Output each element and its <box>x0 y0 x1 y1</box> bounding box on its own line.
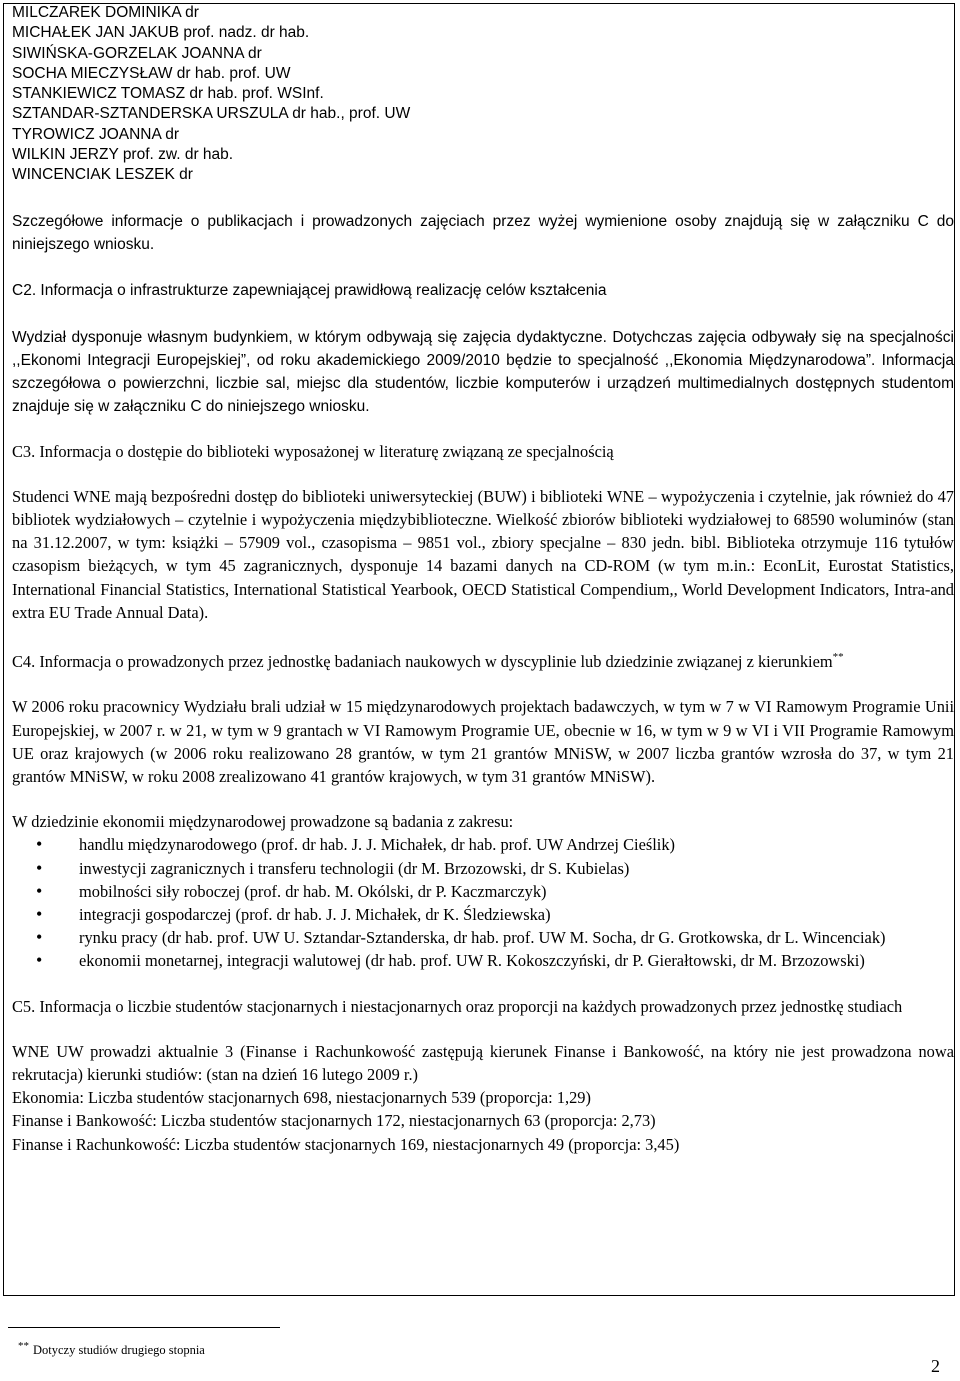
research-item: • integracji gospodarczej (prof. dr hab. J. J. Michałek, dr K. Śledziewska) <box>12 903 954 926</box>
page-frame <box>3 3 955 1296</box>
staff-name: STANKIEWICZ TOMASZ dr hab. prof. WSInf. <box>12 85 324 103</box>
staff-name: MILCZAREK DOMINIKA dr <box>12 4 199 21</box>
staff-name: MICHAŁEK JAN JAKUB prof. nadz. dr hab. <box>12 24 310 42</box>
c2-heading: C2. Informacja o infrastrukturze zapewniającej prawidłową realizację celów kształcenia <box>12 281 607 299</box>
research-item: • ekonomii monetarnej, integracji walutowej (dr hab. prof. UW R. Kokoszczyński, dr P. Gierałtowski, dr M. Brzozowski) <box>12 949 954 972</box>
c2-body: Wydział dysponuje własnym budynkiem, w którym odbywają się zajęcia dydaktyczne. Dotychczas zajęcia odbywały się na specjalności ,,Ekonomi Integracji Europejskiej”, od roku akademickiego 2009/2010 będzie to specjalność ,,Ekonomia Międzynarodowa”. Informacja szczegółowa o powierzchni, liczbie sal, miejsc dla studentów, liczbie komputerów i urządzeń multimedialnych dostępnych studentom znajduje się w załączniku C do niniejszego wniosku. <box>12 328 954 415</box>
c3-heading: C3. Informacja o dostępie do biblioteki wyposażonej w literaturę związaną ze specjalnością <box>12 441 614 461</box>
intro-text: Szczegółowe informacje o publikacjach i prowadzonych zajęciach przez wyżej wymienione osoby znajdują się w załączniku C do niniejszego wniosku. <box>12 212 954 253</box>
c4-body: W 2006 roku pracownicy Wydziału brali udział w 15 międzynarodowych projektach badawczych, w tym w 7 w VI Ramowym Programie Unii Europejskiej, w 2007 r. w 21, w tym w 9 grantach w VI Ramowym Programie UE, obecnie w 16, w tym w 9 w VI i VII Programie Ramowym UE oraz krajowych (w 2006 roku realizowano 28 grantów, w tym 21 grantów MNiSW, w 2007 liczba grantów wzrosła do 37, w tym 21 grantów MNiSW, w roku 2008 zrealizowano 41 grantów krajowych, w tym 31 grantów MNiSW). <box>12 697 954 786</box>
research-item: • handlu międzynarodowego (prof. dr hab. J. J. Michałek, dr hab. prof. UW Andrzej Cieślik) <box>12 833 954 856</box>
research-item: • inwestycji zagranicznych i transferu technologii (dr M. Brzozowski, dr S. Kubielas) <box>12 857 954 880</box>
c5-line-finanse-rachunkowosc: Finanse i Rachunkowość: Liczba studentów stacjonarnych 169, niestacjonarnych 49 (proporcja: 3,45) <box>12 1134 680 1154</box>
research-item: • rynku pracy (dr hab. prof. UW U. Sztandar-Sztanderska, dr hab. prof. UW M. Socha, dr G. Grotkowska, dr L. Wincenciak) <box>12 926 954 949</box>
page-number: 2 <box>931 1356 940 1376</box>
staff-name: SIWIŃSKA-GORZELAK JOANNA dr <box>12 44 262 62</box>
c4-heading-text: C4. Informacja o prowadzonych przez jednostkę badaniach naukowych w dyscyplinie lub dziedzinie związanej z kierunkiem <box>12 652 833 672</box>
footnote-separator <box>8 1327 280 1328</box>
page-content <box>12 4 954 1156</box>
staff-name: TYROWICZ JOANNA dr <box>12 125 180 143</box>
c5-heading: C5. Informacja o liczbie studentów stacjonarnych i niestacjonarnych oraz proporcji na każdych prowadzonych przez jednostkę studiach <box>12 996 903 1016</box>
research-item: • mobilności siły roboczej (prof. dr hab. M. Okólski, dr P. Kaczmarczyk) <box>12 880 954 903</box>
staff-list <box>12 3 954 186</box>
staff-name: WILKIN JERZY prof. zw. dr hab. <box>12 146 234 164</box>
staff-name: WINCENCIAK LESZEK dr <box>12 166 193 184</box>
staff-name: SZTANDAR-SZTANDERSKA URSZULA dr hab., prof. UW <box>12 105 411 123</box>
c5-line-finanse-bankowosc: Finanse i Bankowość: Liczba studentów stacjonarnych 172, niestacjonarnych 63 (proporcja: 2,73) <box>12 1111 656 1131</box>
footnote-reference: ** <box>832 651 844 664</box>
research-intro: W dziedzinie ekonomii międzynarodowej prowadzone są badania z zakresu: <box>12 812 514 832</box>
footnote-text: Dotyczy studiów drugiego stopnia <box>33 1343 205 1357</box>
c3-body: Studenci WNE mają bezpośredni dostęp do biblioteki uniwersyteckiej (BUW) i biblioteki WNE – wypożyczenia i czytelnie, jak również do 47 bibliotek wydziałowych – czytelnie i wypożyczenia międzybiblioteczne. Wielkość zbiorów biblioteki wydziałowej to 68590 woluminów (stan na 31.12.2007, w tym: książki – 57909 vol., czasopisma – 9851 vol., zbiory specjalne – 830 jedn. bibl. Biblioteka otrzymuje 116 tytułów czasopism bieżących, w tym 45 zagranicznych, dysponuje 14 bazami danych na CD-ROM (w tym m.in.: EconLit, Eurostat Statistics, International Financial Statistics, International Statistical Yearbook, OECD Statistical Compendium,, World Development Indicators, Intra-and extra EU Trade Annual Data). <box>12 486 954 622</box>
c4-heading <box>12 646 954 673</box>
footnote <box>18 1338 205 1358</box>
research-list <box>12 833 954 972</box>
staff-name: SOCHA MIECZYSŁAW dr hab. prof. UW <box>12 64 291 82</box>
c5-line-ekonomia: Ekonomia: Liczba studentów stacjonarnych 698, niestacjonarnych 539 (proporcja: 1,29) <box>12 1088 591 1108</box>
footnote-mark: ** <box>18 1340 29 1352</box>
c5-body: WNE UW prowadzi aktualnie 3 (Finanse i Rachunkowość zastępują kierunek Finanse i Bankowość, na który nie jest prowadzona nowa rekrutacja) kierunki studiów: (stan na dzień 16 lutego 2009 r.) <box>12 1041 954 1084</box>
